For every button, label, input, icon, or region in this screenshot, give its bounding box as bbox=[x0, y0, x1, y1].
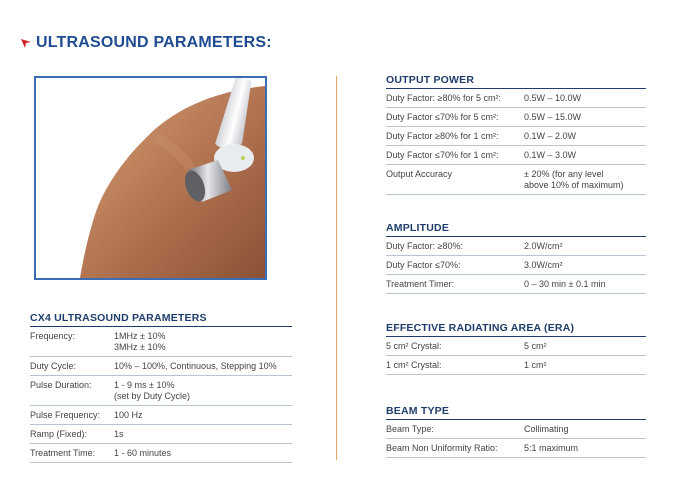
table-row bbox=[386, 108, 646, 127]
param-label: Beam Type: bbox=[386, 424, 434, 434]
page-title bbox=[20, 34, 272, 52]
table-row bbox=[30, 376, 292, 406]
param-value: 3.0W/cm² bbox=[524, 260, 563, 270]
param-label: 5 cm² Crystal: bbox=[386, 341, 442, 351]
red-arrow-icon bbox=[20, 37, 32, 49]
table-row bbox=[386, 165, 646, 195]
table-row bbox=[30, 444, 292, 463]
amplitude-title: AMPLITUDE bbox=[386, 222, 646, 237]
output-power-title: OUTPUT POWER bbox=[386, 74, 646, 89]
beam-type-title: BEAM TYPE bbox=[386, 405, 646, 420]
table-row bbox=[386, 420, 646, 439]
amplitude-section bbox=[386, 222, 646, 294]
param-label: Pulse Duration: bbox=[30, 380, 92, 390]
table-row bbox=[30, 406, 292, 425]
table-row bbox=[386, 237, 646, 256]
beam-type-section bbox=[386, 405, 646, 458]
table-row bbox=[30, 425, 292, 444]
param-value: 0.1W – 2.0W bbox=[524, 131, 577, 141]
param-label: Treatment Time: bbox=[30, 448, 96, 458]
param-value: 1 - 9 ms ± 10% (set by Duty Cycle) bbox=[114, 380, 191, 401]
param-value: 0.1W – 3.0W bbox=[524, 150, 577, 160]
param-value: ± 20% (for any level above 10% of maximum) bbox=[524, 169, 624, 190]
param-label: Frequency: bbox=[30, 331, 76, 341]
param-label: Pulse Frequency: bbox=[30, 410, 101, 420]
param-value: 0.5W – 10.0W bbox=[524, 93, 582, 103]
param-value: 2.0W/cm² bbox=[524, 241, 563, 251]
param-label: Duty Factor ≥80% for 1 cm²: bbox=[386, 131, 499, 141]
output-power-section bbox=[386, 74, 646, 195]
param-value: 1MHz ± 10% 3MHz ± 10% bbox=[114, 331, 166, 352]
ultrasound-treatment-illustration bbox=[36, 78, 265, 278]
param-label: Duty Factor ≤70%: bbox=[386, 260, 461, 270]
table-row bbox=[30, 327, 292, 357]
table-row bbox=[386, 275, 646, 294]
page-title-text: ULTRASOUND PARAMETERS: bbox=[36, 34, 272, 51]
era-title: EFFECTIVE RADIATING AREA (ERA) bbox=[386, 322, 646, 337]
param-label: Beam Non Uniformity Ratio: bbox=[386, 443, 498, 453]
param-label: Treatment Timer: bbox=[386, 279, 455, 289]
param-label: Duty Factor ≤70% for 1 cm²: bbox=[386, 150, 499, 160]
param-value: 1 cm² bbox=[524, 360, 547, 370]
era-section bbox=[386, 322, 646, 375]
table-row bbox=[386, 127, 646, 146]
param-value: 5:1 maximum bbox=[524, 443, 579, 453]
param-label: Duty Factor ≤70% for 5 cm²: bbox=[386, 112, 499, 122]
param-value: Collimating bbox=[524, 424, 569, 434]
param-label: Duty Factor: ≥80% for 5 cm²: bbox=[386, 93, 501, 103]
param-label: 1 cm² Crystal: bbox=[386, 360, 442, 370]
table-row bbox=[30, 357, 292, 376]
table-row bbox=[386, 439, 646, 458]
table-row bbox=[386, 146, 646, 165]
cx4-section-title: CX4 ULTRASOUND PARAMETERS bbox=[30, 312, 292, 327]
table-row bbox=[386, 256, 646, 275]
param-value: 1 - 60 minutes bbox=[114, 448, 172, 458]
treatment-photo bbox=[34, 76, 267, 280]
param-value: 1s bbox=[114, 429, 124, 439]
column-divider bbox=[336, 76, 337, 460]
param-label: Duty Cycle: bbox=[30, 361, 77, 371]
param-value: 5 cm² bbox=[524, 341, 547, 351]
table-row bbox=[386, 89, 646, 108]
param-value: 0.5W – 15.0W bbox=[524, 112, 582, 122]
param-value: 0 – 30 min ± 0.1 min bbox=[524, 279, 606, 289]
param-value: 10% – 100%, Continuous, Stepping 10% bbox=[114, 361, 277, 371]
table-row bbox=[386, 337, 646, 356]
param-label: Output Accuracy bbox=[386, 169, 453, 179]
param-label: Duty Factor: ≥80%: bbox=[386, 241, 463, 251]
cx4-parameters-section bbox=[30, 312, 292, 463]
table-row bbox=[386, 356, 646, 375]
param-label: Ramp (Fixed): bbox=[30, 429, 88, 439]
param-value: 100 Hz bbox=[114, 410, 143, 420]
